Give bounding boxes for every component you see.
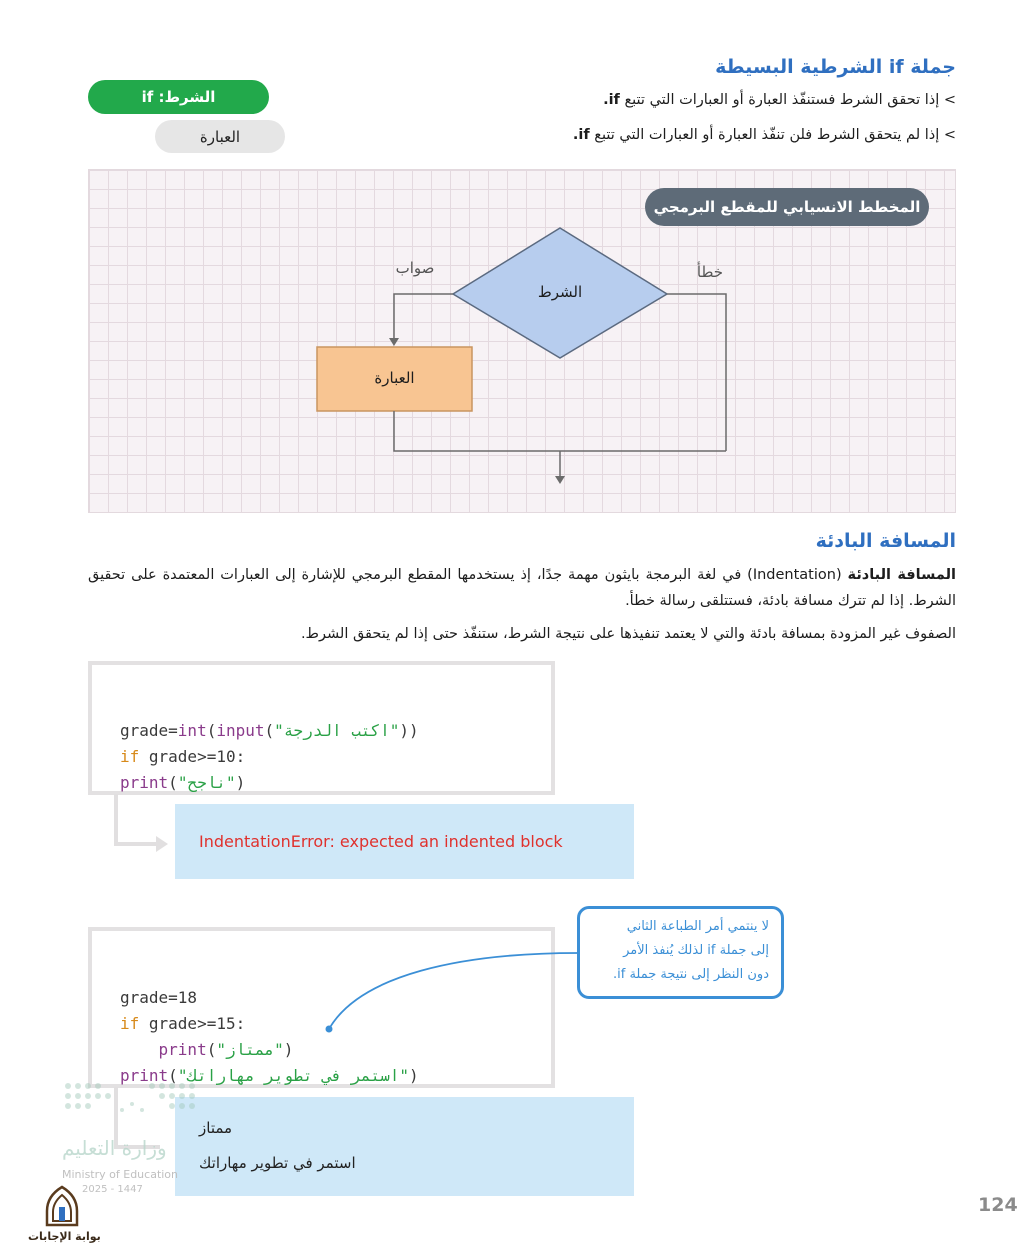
code-line: print("ممتاز") [158,1040,294,1059]
code-line: if grade>=10: [120,747,246,766]
bullet-condition-true [603,92,956,108]
flowchart-statement-label: العبارة [374,369,415,387]
true-branch-arrow [389,338,399,346]
true-branch-line [394,294,453,340]
callout-line: لا ينتمي أمر الطباعة الثاني [626,919,769,934]
merge-line-left [394,411,726,451]
program-output-box [175,1097,634,1196]
flowchart-true-label: صواب [395,259,435,277]
bullet-text: إذا لم يتحقق الشرط فلن تنفّذ العبارة أو العبارات التي تتبع [594,127,940,143]
code-block-1-content [120,692,419,796]
indentation-term: المسافة البادئة [847,567,956,583]
flowchart-title: المخطط الانسيابي للمقطع البرمجي [645,188,929,226]
flowchart-condition-label: الشرط [537,283,583,301]
code-line: print("استمر في تطوير مهاراتك") [120,1066,419,1085]
section-title-indentation: المسافة البادئة [815,530,956,552]
callout-note [577,906,784,999]
site-logo-icon [42,1185,82,1229]
error-output-box [175,804,634,879]
code-line: grade=int(input("اكتب الدرجة")) [120,721,419,740]
bullet-text: إذا تحقق الشرط فستنفّذ العبارة أو العبارات التي تتبع [624,92,940,108]
bullet-marker: > [943,127,956,143]
bullet-condition-false [573,127,956,143]
callout-line: إلى جملة if لذلك يُنفذ الأمر [623,943,769,958]
syntax-statement-pill: العبارة [155,120,285,153]
code-block-1 [88,661,555,795]
callout-pointer [320,945,580,1035]
indentation-paragraph [88,562,956,614]
unindented-paragraph: الصفوف غير المزودة بمسافة بادئة والتي لا يعتمد تنفيذها على نتيجة الشرط، ستنفّذ حتى إذا لم يتحقق الشرط. [300,626,956,642]
code-line: if grade>=15: [120,1014,246,1033]
site-logo-text: بوابة الإجابات [28,1230,101,1243]
ministry-years: 2025 - 1447 [82,1184,143,1195]
ministry-name-ar: وزارة التعليم [62,1136,167,1160]
code-line: grade=18 [120,988,198,1007]
error-message: IndentationError: expected an indented block [199,832,563,851]
false-branch-line [667,294,726,451]
syntax-condition-pill: الشرط: if [88,80,269,114]
bullet-keyword: if. [572,127,590,143]
exit-arrow [555,476,565,484]
bullet-marker: > [943,92,956,108]
code-line: print("ناجح") [120,773,246,792]
ministry-name-en: Ministry of Education [62,1168,179,1181]
indentation-description: (Indentation) في لغة البرمجة بايثون مهمة جدًا، إذ يستخدمها المقطع البرمجي للإشارة إلى العبارات المعتمدة على تحقيق الشرط. إذا لم تترك مسافة بادئة، فستتلقى رسالة خطأ. [88,567,956,609]
callout-line: دون النظر إلى نتيجة جملة if. [612,967,769,982]
output-line-2: استمر في تطوير مهاراتك [199,1154,356,1172]
bullet-keyword: if. [603,92,620,108]
flowchart-false-label: خطأ [696,263,724,281]
flowchart-panel [88,169,956,513]
section-title-if: جملة if الشرطية البسيطة [715,56,956,78]
output-line-1: ممتاز [199,1119,233,1137]
page-number: 124 [978,1194,1018,1216]
ministry-logo-dots [62,1080,202,1124]
